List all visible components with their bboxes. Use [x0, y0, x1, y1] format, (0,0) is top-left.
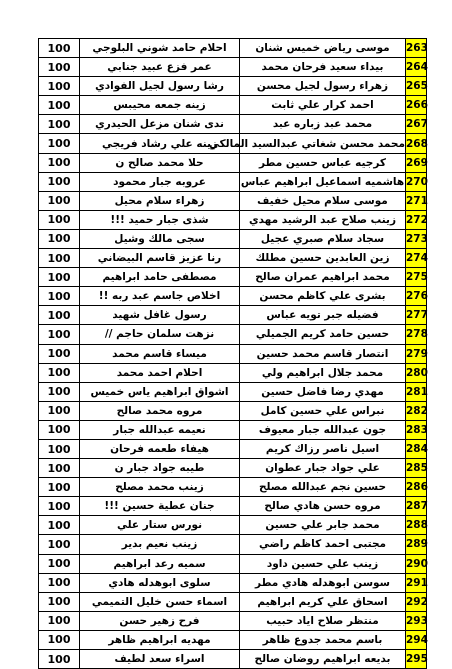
name-cell: كرجيه عباس حسين مطر — [240, 153, 406, 172]
table-row — [39, 630, 427, 649]
name-cell: احمد كرار علي ثابت — [240, 96, 406, 115]
name-cell: انتصار قاسم محمد حسين — [240, 344, 406, 363]
name-cell: زين العابدين حسين مطلك — [240, 249, 406, 268]
table-row — [39, 382, 427, 401]
row-number-cell: 292 — [406, 592, 427, 611]
name-cell: سوسن ابوهدله هادي مطر — [240, 573, 406, 592]
name-cell: اسيل ناصر رزاك كريم — [240, 439, 406, 458]
table-row — [39, 592, 427, 611]
row-number-cell: 294 — [406, 630, 427, 649]
row-number-cell: 295 — [406, 650, 427, 669]
name-cell: بيداء سعيد فرحان محمد — [240, 58, 406, 77]
score-cell: 100 — [39, 229, 80, 248]
partner-name-cell: نعيمه عبدالله جبار — [80, 420, 240, 439]
table-row — [39, 96, 427, 115]
name-cell: هاشميه اسماعيل ابراهيم عباس — [240, 172, 406, 191]
table-row — [39, 459, 427, 478]
name-cell: منتظر صلاح اياد حبيب — [240, 611, 406, 630]
row-number-cell: 283 — [406, 420, 427, 439]
score-cell: 100 — [39, 382, 80, 401]
row-number-cell: 291 — [406, 573, 427, 592]
table-body — [39, 39, 427, 669]
table-row — [39, 134, 427, 153]
name-cell: محمد ابراهيم عمران صالح — [240, 268, 406, 287]
partner-name-cell: سلوى ابوهدله هادي — [80, 573, 240, 592]
score-cell: 100 — [39, 287, 80, 306]
partner-name-cell: زهراء سلام محيل — [80, 191, 240, 210]
table-row — [39, 401, 427, 420]
row-number-cell: 274 — [406, 249, 427, 268]
name-cell: زينب صلاح عبد الرشيد مهدي — [240, 210, 406, 229]
partner-name-cell: فرح زهير حسن — [80, 611, 240, 630]
row-number-cell: 270 — [406, 172, 427, 191]
partner-name-cell: ندى شنان مزعل الحيدري — [80, 115, 240, 134]
partner-name-cell: حلا محمد صالح ن — [80, 153, 240, 172]
row-number-cell: 290 — [406, 554, 427, 573]
score-cell: 100 — [39, 115, 80, 134]
table-row — [39, 478, 427, 497]
partner-name-cell: رسول غافل شهيد — [80, 306, 240, 325]
name-cell: مهدي رضا فاضل حسين — [240, 382, 406, 401]
score-cell: 100 — [39, 77, 80, 96]
row-number-cell: 286 — [406, 478, 427, 497]
name-cell: موسى رياض خميس شنان — [240, 39, 406, 58]
name-cell: نبراس علي حسين كامل — [240, 401, 406, 420]
score-cell: 100 — [39, 611, 80, 630]
names-table — [38, 38, 427, 669]
partner-name-cell: اسماء حسن خليل التميمي — [80, 592, 240, 611]
table-row — [39, 420, 427, 439]
row-number-cell: 271 — [406, 191, 427, 210]
table-row — [39, 650, 427, 669]
row-number-cell: 288 — [406, 516, 427, 535]
table-row — [39, 497, 427, 516]
name-cell: مروه حسن هادي صالح — [240, 497, 406, 516]
score-cell: 100 — [39, 478, 80, 497]
name-cell: زهراء رسول لجيل محسن — [240, 77, 406, 96]
name-cell: سجاد سلام صبري عجيل — [240, 229, 406, 248]
row-number-cell: 289 — [406, 535, 427, 554]
name-cell: محمد جابر علي حسين — [240, 516, 406, 535]
partner-name-cell: جنان عطية حسين !!! — [80, 497, 240, 516]
partner-name-cell: رنا عزيز قاسم البيضاني — [80, 249, 240, 268]
row-number-cell: 265 — [406, 77, 427, 96]
score-cell: 100 — [39, 516, 80, 535]
row-number-cell: 278 — [406, 325, 427, 344]
score-cell: 100 — [39, 306, 80, 325]
partner-name-cell: احلام حامد شوني البلوجي — [80, 39, 240, 58]
row-number-cell: 276 — [406, 287, 427, 306]
partner-name-cell: زينب محمد مصلح — [80, 478, 240, 497]
table-row — [39, 249, 427, 268]
table-row — [39, 172, 427, 191]
partner-name-cell: طيبه جواد جبار ن — [80, 459, 240, 478]
name-cell: علي جواد جبار عطوان — [240, 459, 406, 478]
score-cell: 100 — [39, 554, 80, 573]
name-cell: فضيله جبر تويه عباس — [240, 306, 406, 325]
partner-name-cell: اسراء سعد لطيف — [80, 650, 240, 669]
score-cell: 100 — [39, 153, 80, 172]
row-number-cell: 269 — [406, 153, 427, 172]
partner-name-cell: زينب نعيم بدير — [80, 535, 240, 554]
table-row — [39, 516, 427, 535]
score-cell: 100 — [39, 535, 80, 554]
table-row — [39, 39, 427, 58]
name-cell: موسى سلام محيل خفيف — [240, 191, 406, 210]
row-number-cell: 264 — [406, 58, 427, 77]
name-cell: زينب علي حسين داود — [240, 554, 406, 573]
partner-name-cell: سميه رعد ابراهيم — [80, 554, 240, 573]
score-cell: 100 — [39, 459, 80, 478]
partner-name-cell: مصطفى حامد ابراهيم — [80, 268, 240, 287]
score-cell: 100 — [39, 134, 80, 153]
partner-name-cell: مروه محمد صالح — [80, 401, 240, 420]
partner-name-cell: نزهت سلمان حاجم // — [80, 325, 240, 344]
score-cell: 100 — [39, 39, 80, 58]
name-cell: جون عبدالله جبار معيوف — [240, 420, 406, 439]
row-number-cell: 272 — [406, 210, 427, 229]
row-number-cell: 293 — [406, 611, 427, 630]
partner-name-cell: زينه جمعه محيبس — [80, 96, 240, 115]
table-row — [39, 535, 427, 554]
table-row — [39, 287, 427, 306]
score-cell: 100 — [39, 268, 80, 287]
partner-name-cell: ميساء قاسم محمد — [80, 344, 240, 363]
table-row — [39, 268, 427, 287]
score-cell: 100 — [39, 96, 80, 115]
score-cell: 100 — [39, 210, 80, 229]
score-cell: 100 — [39, 439, 80, 458]
row-number-cell: 282 — [406, 401, 427, 420]
table-row — [39, 77, 427, 96]
name-cell: اسحاق علي كريم ابراهيم — [240, 592, 406, 611]
score-cell: 100 — [39, 630, 80, 649]
partner-name-cell: سجى مالك وشيل — [80, 229, 240, 248]
score-cell: 100 — [39, 592, 80, 611]
row-number-cell: 287 — [406, 497, 427, 516]
score-cell: 100 — [39, 573, 80, 592]
row-number-cell: 279 — [406, 344, 427, 363]
row-number-cell: 280 — [406, 363, 427, 382]
name-cell: باسم محمد جدوع ظاهر — [240, 630, 406, 649]
row-number-cell: 277 — [406, 306, 427, 325]
partner-name-cell: زينه علي رشاد فريجي — [80, 134, 240, 153]
table-row — [39, 153, 427, 172]
name-cell: حسين نجم عبدالله مصلح — [240, 478, 406, 497]
row-number-cell: 273 — [406, 229, 427, 248]
table-row — [39, 573, 427, 592]
name-cell: محمد عبد زباره عبد — [240, 115, 406, 134]
row-number-cell: 268 — [406, 134, 427, 153]
row-number-cell: 267 — [406, 115, 427, 134]
table-row — [39, 344, 427, 363]
score-cell: 100 — [39, 650, 80, 669]
partner-name-cell: هيفاء طعمه فرحان — [80, 439, 240, 458]
table-row — [39, 229, 427, 248]
table-row — [39, 306, 427, 325]
table-row — [39, 325, 427, 344]
partner-name-cell: عمر فزع عبيد جنابي — [80, 58, 240, 77]
name-cell: محمد محسن شغاتي عبدالسيد المالكي — [240, 134, 406, 153]
score-cell: 100 — [39, 344, 80, 363]
row-number-cell: 266 — [406, 96, 427, 115]
score-cell: 100 — [39, 58, 80, 77]
score-cell: 100 — [39, 401, 80, 420]
name-cell: بديعه ابراهيم روضان صالح — [240, 650, 406, 669]
partner-name-cell: شذى جبار حميد !!! — [80, 210, 240, 229]
partner-name-cell: رشا رسول لجيل الفوادي — [80, 77, 240, 96]
table-row — [39, 210, 427, 229]
name-cell: مجتبى احمد كاظم راضي — [240, 535, 406, 554]
row-number-cell: 284 — [406, 439, 427, 458]
row-number-cell: 263 — [406, 39, 427, 58]
partner-name-cell: نورس ستار علي — [80, 516, 240, 535]
score-cell: 100 — [39, 191, 80, 210]
score-cell: 100 — [39, 497, 80, 516]
partner-name-cell: احلام احمد محمد — [80, 363, 240, 382]
score-cell: 100 — [39, 363, 80, 382]
score-cell: 100 — [39, 172, 80, 191]
table-row — [39, 439, 427, 458]
table-row — [39, 611, 427, 630]
table-row — [39, 363, 427, 382]
score-cell: 100 — [39, 249, 80, 268]
table-row — [39, 115, 427, 134]
table-row — [39, 554, 427, 573]
partner-name-cell: عروبه جبار محمود — [80, 172, 240, 191]
partner-name-cell: مهديه ابراهيم ظاهر — [80, 630, 240, 649]
score-cell: 100 — [39, 420, 80, 439]
name-cell: محمد جلال ابراهيم ولي — [240, 363, 406, 382]
row-number-cell: 275 — [406, 268, 427, 287]
row-number-cell: 285 — [406, 459, 427, 478]
table-row — [39, 58, 427, 77]
row-number-cell: 281 — [406, 382, 427, 401]
name-cell: بشرى علي كاظم محسن — [240, 287, 406, 306]
name-cell: حسين حامد كريم الجميلي — [240, 325, 406, 344]
partner-name-cell: اخلاص جاسم عبد ربه !! — [80, 287, 240, 306]
partner-name-cell: اشواق ابراهيم ياس خميس — [80, 382, 240, 401]
table-row — [39, 191, 427, 210]
score-cell: 100 — [39, 325, 80, 344]
